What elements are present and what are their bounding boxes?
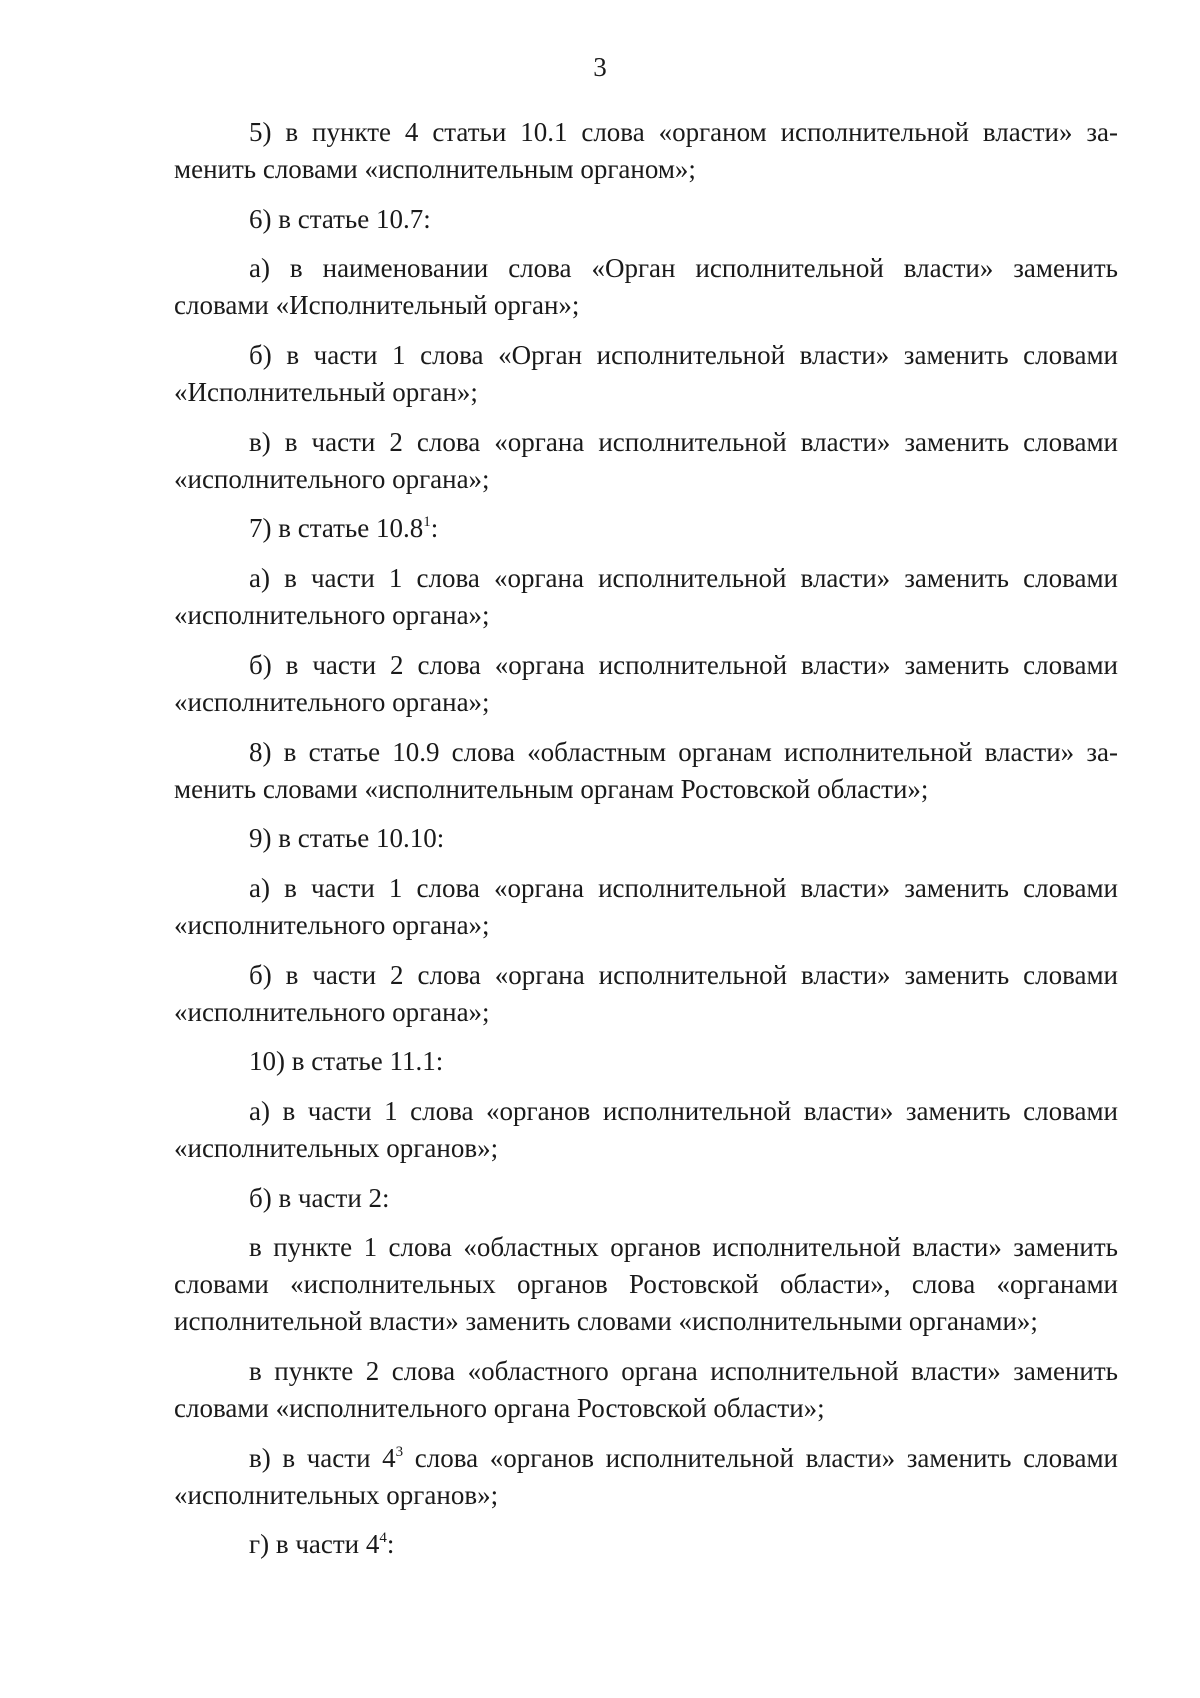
paragraph-item-6: 6) в статье 10.7: xyxy=(249,203,431,234)
paragraph-item-8: 8) в статье 10.9 слова «областным органам исполнительной власти» заменить словами «исполнительным органам Ростовской области»; xyxy=(174,736,1118,804)
paragraph-text: слова «органов исполнительной власти» заменить словами «исполнительных органов»; xyxy=(174,1442,1118,1510)
page-number: 3 xyxy=(593,52,607,82)
paragraph-item-10: 10) в статье 11.1: xyxy=(249,1046,444,1077)
paragraph-item-6b: б) в части 1 слова «Орган исполнительной власти» заменить словами «Исполнительный орган»; xyxy=(174,340,1118,408)
paragraph-item-9a: а) в части 1 слова «органа исполнительной власти» заменить словами «исполнительного органа»; xyxy=(174,872,1118,940)
paragraph-item-7b: б) в части 2 слова «органа исполнительной власти» заменить словами «исполнительного органа»; xyxy=(174,649,1118,717)
superscript: 3 xyxy=(395,1443,404,1460)
paragraph-item-10b-point2: в пункте 2 слова «областного органа исполнительной власти» заменить словами «исполнительного органа Ростовской области»; xyxy=(174,1356,1118,1423)
paragraph-text: 7) в статье 10.8 xyxy=(249,513,424,544)
document-body xyxy=(174,114,1118,1563)
paragraph-item-10v xyxy=(174,1440,1118,1514)
paragraph-item-7a: а) в части 1 слова «органа исполнительной власти» заменить словами «исполнительного органа»; xyxy=(174,563,1118,631)
paragraph-item-7 xyxy=(174,510,1118,547)
paragraph-item-6v: в) в части 2 слова «органа исполнительной власти» заменить словами «исполнительного органа»; xyxy=(174,426,1118,494)
superscript: 1 xyxy=(423,514,431,531)
paragraph-item-6a: а) в наименовании слова «Орган исполнительной власти» заменить словами «Исполнительный орган»; xyxy=(174,253,1118,321)
paragraph-item-10b-point1: в пункте 1 слова «областных органов исполнительной власти» заменить словами «исполнительных органов Ростовской области», слова «органами исполнительной власти» заменить словами «исполнительными органами»; xyxy=(174,1232,1118,1337)
paragraph-item-10a: а) в части 1 слова «органов исполнительной власти» заменить словами «исполнительных органов»; xyxy=(174,1095,1118,1163)
paragraph-text: г) в части 4 xyxy=(249,1529,380,1560)
paragraph-item-10g xyxy=(174,1526,1118,1563)
paragraph-item-10b: б) в части 2: xyxy=(249,1182,390,1213)
paragraph-text: в) в части 4 xyxy=(249,1442,396,1473)
paragraph-item-5: 5) в пункте 4 статьи 10.1 слова «органом исполнительной власти» заменить словами «исполнительным органом»; xyxy=(174,117,1118,184)
paragraph-text: : xyxy=(430,513,439,544)
paragraph-item-9b: б) в части 2 слова «органа исполнительной власти» заменить словами «исполнительного органа»; xyxy=(174,959,1118,1027)
paragraph-item-9: 9) в статье 10.10: xyxy=(249,823,445,854)
superscript: 4 xyxy=(379,1530,387,1547)
paragraph-text: : xyxy=(386,1529,395,1560)
